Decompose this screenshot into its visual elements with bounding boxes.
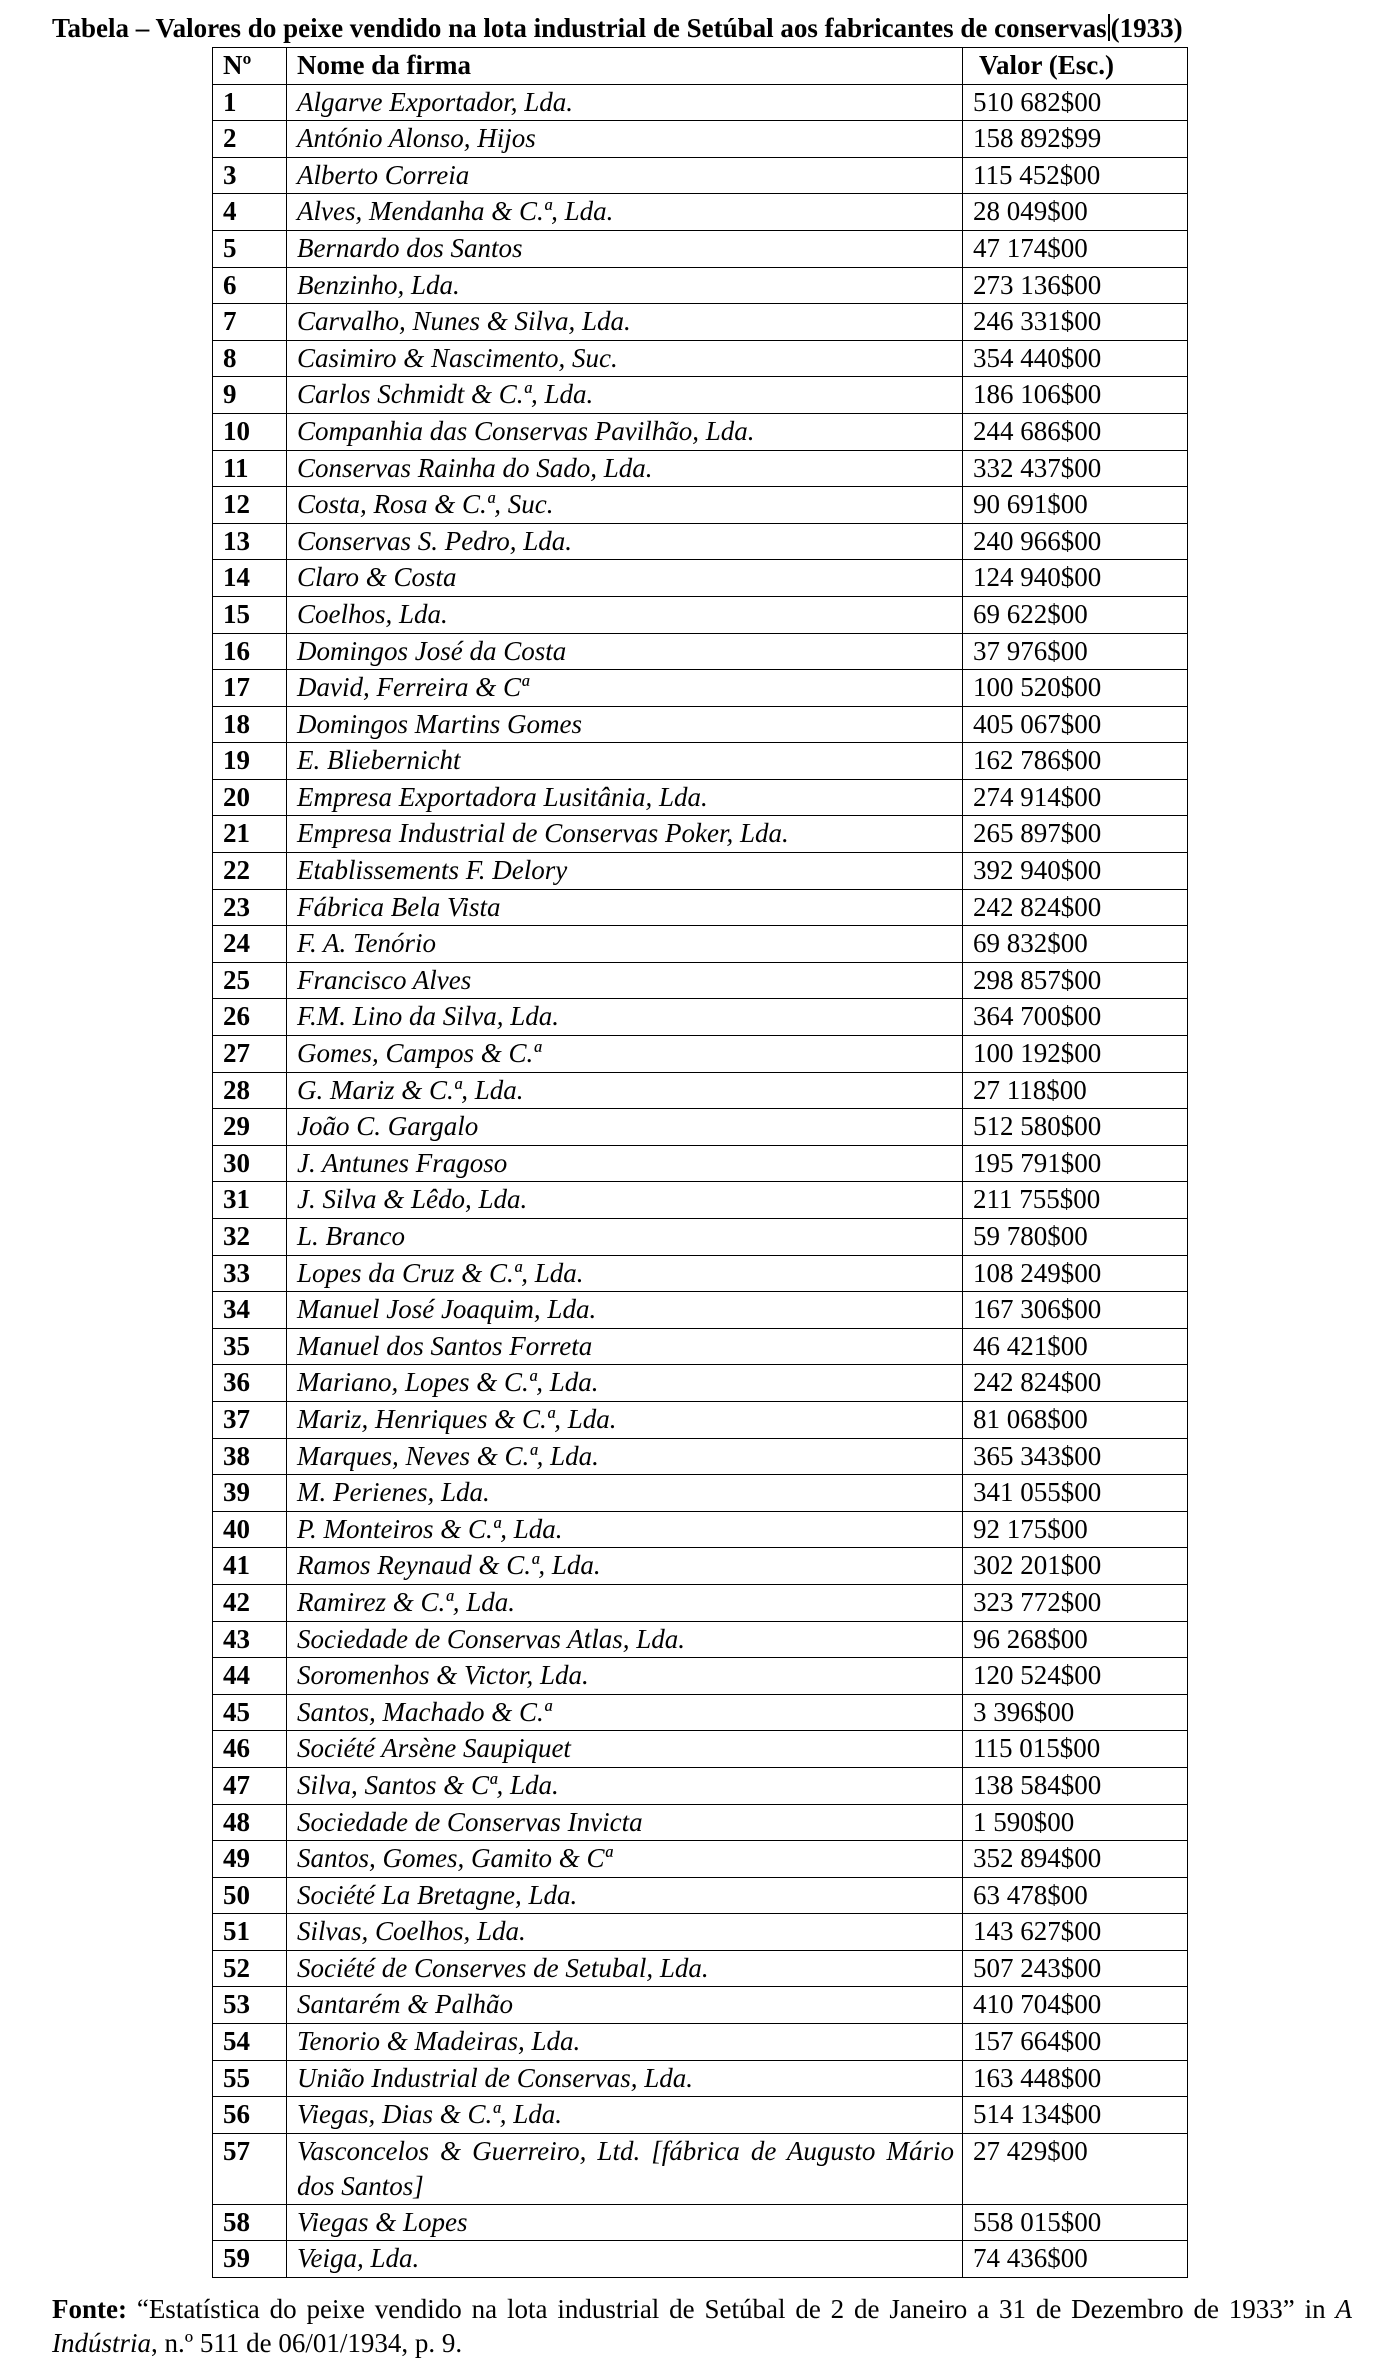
source-label: Fonte: <box>52 2294 127 2324</box>
table-row <box>213 779 1188 816</box>
table-row <box>213 1182 1188 1219</box>
table-row <box>213 1914 1188 1951</box>
firm-value: 211 755$00 <box>963 1182 1188 1219</box>
table-row <box>213 633 1188 670</box>
row-number: 2 <box>213 121 287 158</box>
table-row <box>213 560 1188 597</box>
row-number: 58 <box>213 2204 287 2241</box>
firm-name: Veiga, Lda. <box>287 2241 963 2278</box>
firm-value: 115 452$00 <box>963 157 1188 194</box>
firm-name: David, Ferreira & Cª <box>287 670 963 707</box>
firm-value: 81 068$00 <box>963 1401 1188 1438</box>
table-row <box>213 1292 1188 1329</box>
firm-name: Carvalho, Nunes & Silva, Lda. <box>287 304 963 341</box>
firm-value: 1 590$00 <box>963 1804 1188 1841</box>
row-number: 41 <box>213 1548 287 1585</box>
table-row <box>213 413 1188 450</box>
firm-name: Manuel dos Santos Forreta <box>287 1328 963 1365</box>
firm-name: G. Mariz & C.ª, Lda. <box>287 1072 963 1109</box>
firm-value: 100 520$00 <box>963 670 1188 707</box>
fish-sales-table <box>212 47 1188 2278</box>
firm-value: 59 780$00 <box>963 1219 1188 1256</box>
table-row <box>213 377 1188 414</box>
row-number: 26 <box>213 999 287 1036</box>
firm-value: 157 664$00 <box>963 2024 1188 2061</box>
firm-name: Algarve Exportador, Lda. <box>287 84 963 121</box>
firm-name: Etablissements F. Delory <box>287 853 963 890</box>
table-header-row <box>213 48 1188 85</box>
row-number: 37 <box>213 1401 287 1438</box>
row-number: 39 <box>213 1475 287 1512</box>
table-row <box>213 1731 1188 1768</box>
table-row <box>213 1475 1188 1512</box>
firm-value: 332 437$00 <box>963 450 1188 487</box>
table-row <box>213 1658 1188 1695</box>
row-number: 10 <box>213 413 287 450</box>
firm-name: Santarém & Palhão <box>287 1987 963 2024</box>
firm-value: 158 892$99 <box>963 121 1188 158</box>
firm-value: 46 421$00 <box>963 1328 1188 1365</box>
firm-value: 186 106$00 <box>963 377 1188 414</box>
table-row <box>213 267 1188 304</box>
firm-name: João C. Gargalo <box>287 1109 963 1146</box>
firm-value: 92 175$00 <box>963 1511 1188 1548</box>
firm-name: Domingos Martins Gomes <box>287 706 963 743</box>
firm-name: Bernardo dos Santos <box>287 230 963 267</box>
row-number: 24 <box>213 926 287 963</box>
table-row <box>213 2060 1188 2097</box>
firm-value: 143 627$00 <box>963 1914 1188 1951</box>
firm-value: 240 966$00 <box>963 523 1188 560</box>
firm-value: 512 580$00 <box>963 1109 1188 1146</box>
firm-name: Companhia das Conservas Pavilhão, Lda. <box>287 413 963 450</box>
table-row <box>213 1511 1188 1548</box>
firm-value: 244 686$00 <box>963 413 1188 450</box>
table-row <box>213 2241 1188 2278</box>
firm-name: Fábrica Bela Vista <box>287 889 963 926</box>
source-reference: , n.º 511 de 06/01/1934, p. 9. <box>151 2328 463 2358</box>
row-number: 30 <box>213 1145 287 1182</box>
firm-name: Francisco Alves <box>287 962 963 999</box>
table-row <box>213 1804 1188 1841</box>
firm-value: 47 174$00 <box>963 230 1188 267</box>
firm-value: 37 976$00 <box>963 633 1188 670</box>
firm-name: Alberto Correia <box>287 157 963 194</box>
firm-name: P. Monteiros & C.ª, Lda. <box>287 1511 963 1548</box>
firm-name: M. Perienes, Lda. <box>287 1475 963 1512</box>
row-number: 49 <box>213 1841 287 1878</box>
table-row <box>213 194 1188 231</box>
row-number: 45 <box>213 1694 287 1731</box>
table-row <box>213 1621 1188 1658</box>
table-row <box>213 157 1188 194</box>
firm-value: 108 249$00 <box>963 1255 1188 1292</box>
table-title-text: Tabela – Valores do peixe vendido na lota industrial de Setúbal aos fabricantes de conservas <box>52 13 1107 43</box>
row-number: 4 <box>213 194 287 231</box>
firm-name: Mariano, Lopes & C.ª, Lda. <box>287 1365 963 1402</box>
firm-name: Gomes, Campos & C.ª <box>287 1036 963 1073</box>
firm-value: 323 772$00 <box>963 1584 1188 1621</box>
table-row <box>213 121 1188 158</box>
firm-name: Manuel José Joaquim, Lda. <box>287 1292 963 1329</box>
row-number: 28 <box>213 1072 287 1109</box>
firm-name: Claro & Costa <box>287 560 963 597</box>
table-row <box>213 1877 1188 1914</box>
firm-name: E. Bliebernicht <box>287 743 963 780</box>
firm-value: 298 857$00 <box>963 962 1188 999</box>
firm-value: 242 824$00 <box>963 889 1188 926</box>
firm-value: 69 832$00 <box>963 926 1188 963</box>
row-number: 17 <box>213 670 287 707</box>
table-row <box>213 1767 1188 1804</box>
firm-name: Carlos Schmidt & C.ª, Lda. <box>287 377 963 414</box>
header-value: Valor (Esc.) <box>963 48 1188 85</box>
firm-value: 124 940$00 <box>963 560 1188 597</box>
firm-name: Société de Conserves de Setubal, Lda. <box>287 1950 963 1987</box>
table-row <box>213 230 1188 267</box>
firm-value: 74 436$00 <box>963 2241 1188 2278</box>
firm-value: 28 049$00 <box>963 194 1188 231</box>
table-row <box>213 2133 1188 2204</box>
firm-value: 3 396$00 <box>963 1694 1188 1731</box>
table-row <box>213 926 1188 963</box>
firm-value: 405 067$00 <box>963 706 1188 743</box>
table-row <box>213 304 1188 341</box>
table-row <box>213 706 1188 743</box>
table-row <box>213 1255 1188 1292</box>
table-row <box>213 999 1188 1036</box>
table-row <box>213 596 1188 633</box>
row-number: 19 <box>213 743 287 780</box>
firm-name: F.M. Lino da Silva, Lda. <box>287 999 963 1036</box>
row-number: 59 <box>213 2241 287 2278</box>
table-row <box>213 84 1188 121</box>
table-row <box>213 1036 1188 1073</box>
row-number: 21 <box>213 816 287 853</box>
text-cursor <box>1108 14 1110 41</box>
row-number: 27 <box>213 1036 287 1073</box>
firm-name: Silva, Santos & Cª, Lda. <box>287 1767 963 1804</box>
table-row <box>213 523 1188 560</box>
firm-value: 364 700$00 <box>963 999 1188 1036</box>
table-row <box>213 1328 1188 1365</box>
row-number: 51 <box>213 1914 287 1951</box>
firm-name: António Alonso, Hijos <box>287 121 963 158</box>
row-number: 44 <box>213 1658 287 1695</box>
row-number: 20 <box>213 779 287 816</box>
row-number: 7 <box>213 304 287 341</box>
row-number: 29 <box>213 1109 287 1146</box>
firm-value: 514 134$00 <box>963 2097 1188 2134</box>
firm-name: J. Antunes Fragoso <box>287 1145 963 1182</box>
row-number: 53 <box>213 1987 287 2024</box>
row-number: 43 <box>213 1621 287 1658</box>
firm-value: 273 136$00 <box>963 267 1188 304</box>
firm-value: 352 894$00 <box>963 1841 1188 1878</box>
row-number: 3 <box>213 157 287 194</box>
row-number: 54 <box>213 2024 287 2061</box>
firm-value: 27 429$00 <box>963 2133 1188 2204</box>
row-number: 13 <box>213 523 287 560</box>
firm-name: Santos, Gomes, Gamito & Cª <box>287 1841 963 1878</box>
firm-value: 27 118$00 <box>963 1072 1188 1109</box>
row-number: 55 <box>213 2060 287 2097</box>
firm-value: 69 622$00 <box>963 596 1188 633</box>
row-number: 5 <box>213 230 287 267</box>
firm-name: L. Branco <box>287 1219 963 1256</box>
row-number: 32 <box>213 1219 287 1256</box>
firm-value: 341 055$00 <box>963 1475 1188 1512</box>
firm-name: União Industrial de Conservas, Lda. <box>287 2060 963 2097</box>
firm-value: 120 524$00 <box>963 1658 1188 1695</box>
row-number: 11 <box>213 450 287 487</box>
firm-value: 410 704$00 <box>963 1987 1188 2024</box>
table-row <box>213 1841 1188 1878</box>
table-row <box>213 1950 1188 1987</box>
table-row <box>213 487 1188 524</box>
table-row <box>213 2204 1188 2241</box>
firm-name: Silvas, Coelhos, Lda. <box>287 1914 963 1951</box>
firm-name: Société La Bretagne, Lda. <box>287 1877 963 1914</box>
row-number: 36 <box>213 1365 287 1402</box>
firm-name: Tenorio & Madeiras, Lda. <box>287 2024 963 2061</box>
row-number: 18 <box>213 706 287 743</box>
table-row <box>213 1584 1188 1621</box>
firm-value: 96 268$00 <box>963 1621 1188 1658</box>
table-body <box>213 84 1188 2277</box>
table-row <box>213 1694 1188 1731</box>
row-number: 33 <box>213 1255 287 1292</box>
row-number: 42 <box>213 1584 287 1621</box>
row-number: 23 <box>213 889 287 926</box>
firm-value: 115 015$00 <box>963 1731 1188 1768</box>
table-row <box>213 1438 1188 1475</box>
row-number: 52 <box>213 1950 287 1987</box>
row-number: 31 <box>213 1182 287 1219</box>
firm-value: 100 192$00 <box>963 1036 1188 1073</box>
table-title <box>52 10 1352 46</box>
firm-name: Benzinho, Lda. <box>287 267 963 304</box>
row-number: 12 <box>213 487 287 524</box>
firm-name: Santos, Machado & C.ª <box>287 1694 963 1731</box>
firm-value: 167 306$00 <box>963 1292 1188 1329</box>
row-number: 48 <box>213 1804 287 1841</box>
table-row <box>213 340 1188 377</box>
firm-value: 510 682$00 <box>963 84 1188 121</box>
table-row <box>213 670 1188 707</box>
header-number: Nº <box>213 48 287 85</box>
row-number: 9 <box>213 377 287 414</box>
firm-name: Mariz, Henriques & C.ª, Lda. <box>287 1401 963 1438</box>
table-row <box>213 1219 1188 1256</box>
row-number: 35 <box>213 1328 287 1365</box>
row-number: 34 <box>213 1292 287 1329</box>
firm-name: Domingos José da Costa <box>287 633 963 670</box>
row-number: 50 <box>213 1877 287 1914</box>
row-number: 38 <box>213 1438 287 1475</box>
table-row <box>213 1548 1188 1585</box>
table-row <box>213 962 1188 999</box>
row-number: 8 <box>213 340 287 377</box>
row-number: 1 <box>213 84 287 121</box>
firm-value: 274 914$00 <box>963 779 1188 816</box>
firm-name: F. A. Tenório <box>287 926 963 963</box>
row-number: 22 <box>213 853 287 890</box>
firm-value: 265 897$00 <box>963 816 1188 853</box>
table-row <box>213 1109 1188 1146</box>
firm-name: Conservas S. Pedro, Lda. <box>287 523 963 560</box>
table-row <box>213 1145 1188 1182</box>
table-row <box>213 743 1188 780</box>
row-number: 46 <box>213 1731 287 1768</box>
firm-value: 162 786$00 <box>963 743 1188 780</box>
firm-name: Casimiro & Nascimento, Suc. <box>287 340 963 377</box>
source-publication: A Indústria <box>52 2294 1352 2358</box>
row-number: 57 <box>213 2133 287 2204</box>
firm-value: 246 331$00 <box>963 304 1188 341</box>
table-row <box>213 1365 1188 1402</box>
row-number: 25 <box>213 962 287 999</box>
table-title-year: (1933) <box>1110 13 1183 43</box>
table-row <box>213 1987 1188 2024</box>
row-number: 47 <box>213 1767 287 1804</box>
firm-value: 63 478$00 <box>963 1877 1188 1914</box>
table-row <box>213 1401 1188 1438</box>
firm-value: 90 691$00 <box>963 487 1188 524</box>
table-row <box>213 2097 1188 2134</box>
firm-name: Empresa Exportadora Lusitânia, Lda. <box>287 779 963 816</box>
table-row <box>213 889 1188 926</box>
firm-value: 302 201$00 <box>963 1548 1188 1585</box>
firm-value: 242 824$00 <box>963 1365 1188 1402</box>
row-number: 16 <box>213 633 287 670</box>
firm-name: Viegas & Lopes <box>287 2204 963 2241</box>
firm-value: 558 015$00 <box>963 2204 1188 2241</box>
firm-name: Costa, Rosa & C.ª, Suc. <box>287 487 963 524</box>
firm-name: Ramos Reynaud & C.ª, Lda. <box>287 1548 963 1585</box>
firm-name: J. Silva & Lêdo, Lda. <box>287 1182 963 1219</box>
firm-value: 365 343$00 <box>963 1438 1188 1475</box>
firm-name: Vasconcelos & Guerreiro, Ltd. [fábrica de Augusto Mário dos Santos] <box>287 2133 963 2204</box>
row-number: 15 <box>213 596 287 633</box>
row-number: 14 <box>213 560 287 597</box>
table-row <box>213 853 1188 890</box>
firm-name: Conservas Rainha do Sado, Lda. <box>287 450 963 487</box>
table-row <box>213 816 1188 853</box>
firm-value: 507 243$00 <box>963 1950 1188 1987</box>
firm-value: 354 440$00 <box>963 340 1188 377</box>
firm-name: Lopes da Cruz & C.ª, Lda. <box>287 1255 963 1292</box>
firm-name: Ramirez & C.ª, Lda. <box>287 1584 963 1621</box>
source-text: “Estatística do peixe vendido na lota industrial de Setúbal de 2 de Janeiro a 31 de Dezembro de 1933” in <box>126 2294 1336 2324</box>
row-number: 40 <box>213 1511 287 1548</box>
firm-name: Sociedade de Conservas Atlas, Lda. <box>287 1621 963 1658</box>
row-number: 56 <box>213 2097 287 2134</box>
source-note <box>52 2292 1352 2360</box>
header-firm-name: Nome da firma <box>287 48 963 85</box>
firm-name: Marques, Neves & C.ª, Lda. <box>287 1438 963 1475</box>
table-row <box>213 450 1188 487</box>
firm-name: Soromenhos & Victor, Lda. <box>287 1658 963 1695</box>
firm-value: 163 448$00 <box>963 2060 1188 2097</box>
firm-name: Société Arsène Saupiquet <box>287 1731 963 1768</box>
table-row <box>213 2024 1188 2061</box>
firm-name: Empresa Industrial de Conservas Poker, Lda. <box>287 816 963 853</box>
firm-value: 195 791$00 <box>963 1145 1188 1182</box>
row-number: 6 <box>213 267 287 304</box>
firm-name: Coelhos, Lda. <box>287 596 963 633</box>
firm-value: 392 940$00 <box>963 853 1188 890</box>
firm-name: Alves, Mendanha & C.ª, Lda. <box>287 194 963 231</box>
table-row <box>213 1072 1188 1109</box>
firm-name: Sociedade de Conservas Invicta <box>287 1804 963 1841</box>
firm-name: Viegas, Dias & C.ª, Lda. <box>287 2097 963 2134</box>
firm-value: 138 584$00 <box>963 1767 1188 1804</box>
